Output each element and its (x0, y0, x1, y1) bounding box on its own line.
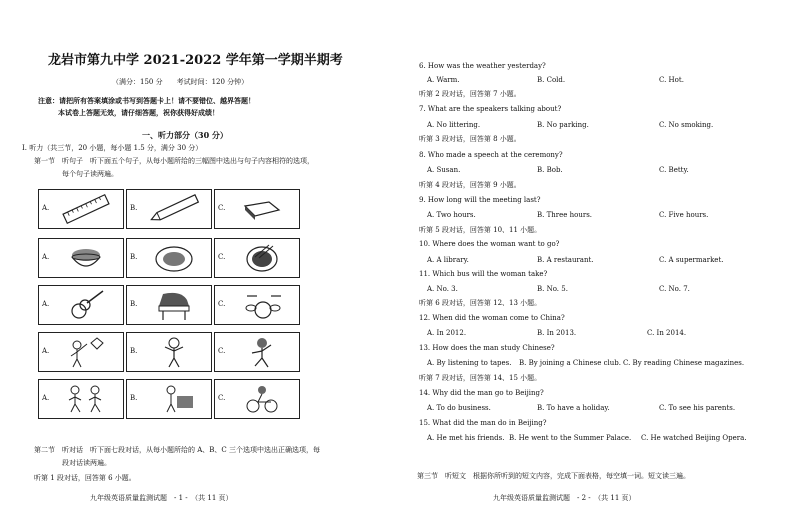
option-label: A. (42, 300, 50, 308)
notice-line-2: 本试卷上答题无效，请仔细答题，祝你获得好成绩！ (58, 108, 219, 117)
q3-option-b[interactable] (126, 285, 212, 325)
q8-option-a: A. Susan. (427, 166, 461, 174)
q11-option-a: A. No. 3. (427, 285, 458, 293)
dialog-1-instruction: 听第 1 段对话，回答第 6 小题。 (34, 474, 136, 482)
q6-option-c: C. Hot. (659, 76, 684, 84)
dialog-5-instruction: 听第 5 段对话，回答第 10、11 小题。 (419, 226, 542, 234)
person-at-table-icon (141, 382, 207, 416)
part2-instruction-1: 第二节 听对话 听下面七段对话，从每小题所给的 A、B、C 三个选项中选出正确选项，每 (34, 446, 321, 454)
rice-bowl-icon (53, 241, 119, 275)
pencil-icon (141, 192, 207, 226)
q9-option-b: B. Three hours. (537, 211, 593, 219)
dialog-4-instruction: 听第 4 段对话，回答第 9 小题。 (419, 181, 521, 189)
dumpling-plate-icon (141, 241, 207, 275)
notice-line-1: 注意：请把所有答案填涂或书写到答题卡上！请不要错位、越界答题！ (38, 96, 255, 105)
q7-option-b: B. No parking. (537, 121, 589, 129)
q9-stem: 9. How long will the meeting last? (419, 196, 541, 204)
drum-kit-icon (229, 288, 295, 322)
ruler-icon (53, 192, 119, 226)
noodle-bowl-icon (229, 241, 295, 275)
q4-option-b[interactable] (126, 332, 212, 372)
q7-option-a: A. No littering. (427, 121, 481, 129)
q15-option-b: B. He went to the Summer Palace. (509, 434, 632, 442)
option-label: B. (130, 253, 138, 261)
q12-option-b: B. In 2013. (537, 329, 577, 337)
person-waving-icon (141, 335, 207, 369)
q13-option-b: B. By joining a Chinese club. (519, 359, 621, 367)
right-page (397, 0, 794, 527)
q2-option-c[interactable] (214, 238, 300, 278)
q3-option-a[interactable] (38, 285, 124, 325)
q12-stem: 12. When did the woman come to China? (419, 314, 565, 322)
kite-flying-icon (53, 335, 119, 369)
guitar-icon (53, 288, 119, 322)
option-label: C. (218, 204, 226, 212)
q13-option-a: A. By listening to tapes. (427, 359, 512, 367)
section-heading: 一、听力部分（30 分） (142, 130, 228, 140)
q10-stem: 10. Where does the woman want to go? (419, 240, 560, 248)
dialog-3-instruction: 听第 3 段对话，回答第 8 小题。 (419, 135, 521, 143)
q4-option-a[interactable] (38, 332, 124, 372)
exam-subtitle: （满分：150 分 考试时间：120 分钟） (112, 78, 249, 86)
q2-option-a[interactable] (38, 238, 124, 278)
part1-instruction-1: 第一节 听句子 听下面五个句子，从每小题所给的三幅图中选出与句子内容相符的选项， (34, 157, 314, 165)
q14-stem: 14. Why did the man go to Beijing? (419, 389, 544, 397)
q8-stem: 8. Who made a speech at the ceremony? (419, 151, 563, 159)
q7-stem: 7. What are the speakers talking about? (419, 105, 562, 113)
page-footer-1: 九年级英语质量监测试题 - 1 - （共 11 页） (90, 494, 233, 502)
option-label: B. (130, 300, 138, 308)
q13-option-c: C. By reading Chinese magazines. (623, 359, 745, 367)
q7-option-c: C. No smoking. (659, 121, 714, 129)
option-label: A. (42, 253, 50, 261)
page-footer-2: 九年级英语质量监测试题 - 2 - （共 11 页） (493, 494, 636, 502)
dialog-6-instruction: 听第 6 段对话，回答第 12、13 小题。 (419, 299, 542, 307)
q5-option-c[interactable] (214, 379, 300, 419)
q6-option-a: A. Warm. (427, 76, 460, 84)
q8-option-c: C. Betty. (659, 166, 689, 174)
q10-option-b: B. A restaurant. (537, 256, 594, 264)
q11-stem: 11. Which bus will the woman take? (419, 270, 548, 278)
exam-title: 龙岩市第九中学 2021-2022 学年第一学期半期考 (48, 53, 343, 68)
part1-instruction-2: 每个句子读两遍。 (62, 170, 118, 178)
option-label: C. (218, 347, 226, 355)
q1-option-c[interactable] (214, 189, 300, 229)
q14-option-b: B. To have a holiday. (537, 404, 610, 412)
q9-option-a: A. Two hours. (427, 211, 476, 219)
person-dancing-icon (229, 335, 295, 369)
option-label: C. (218, 394, 226, 402)
dialog-7-instruction: 听第 7 段对话，回答第 14、15 小题。 (419, 374, 542, 382)
piano-icon (141, 288, 207, 322)
q4-option-c[interactable] (214, 332, 300, 372)
option-label: A. (42, 394, 50, 402)
part3-instruction: 第三节 听短文 根据你所听到的短文内容，完成下面表格，每空填一词。短文读三遍。 (417, 472, 690, 480)
q12-option-c: C. In 2014. (647, 329, 687, 337)
option-label: B. (130, 394, 138, 402)
q1-option-b[interactable] (126, 189, 212, 229)
listening-intro: I. 听力（共三节，20 小题，每小题 1.5 分，满分 30 分） (22, 144, 203, 152)
q15-option-a: A. He met his friends. (427, 434, 505, 442)
option-label: A. (42, 204, 50, 212)
option-label: C. (218, 300, 226, 308)
q15-option-c: C. He watched Beijing Opera. (641, 434, 747, 442)
option-label: B. (130, 204, 138, 212)
q10-option-c: C. A supermarket. (659, 256, 724, 264)
q5-option-a[interactable] (38, 379, 124, 419)
q6-option-b: B. Cold. (537, 76, 566, 84)
q14-option-c: C. To see his parents. (659, 404, 736, 412)
q6-stem: 6. How was the weather yesterday? (419, 62, 546, 70)
q3-option-c[interactable] (214, 285, 300, 325)
option-label: C. (218, 253, 226, 261)
q13-stem: 13. How does the man study Chinese? (419, 344, 555, 352)
q15-stem: 15. What did the man do in Beijing? (419, 419, 547, 427)
part2-instruction-2: 段对话读两遍。 (62, 459, 111, 467)
q10-option-a: A. A library. (427, 256, 469, 264)
q12-option-a: A. In 2012. (427, 329, 467, 337)
q1-option-a[interactable] (38, 189, 124, 229)
q11-option-b: B. No. 5. (537, 285, 568, 293)
option-label: A. (42, 347, 50, 355)
people-cycling-icon (229, 382, 295, 416)
q11-option-c: C. No. 7. (659, 285, 690, 293)
q2-option-b[interactable] (126, 238, 212, 278)
eraser-icon (229, 192, 295, 226)
dialog-2-instruction: 听第 2 段对话，回答第 7 小题。 (419, 90, 521, 98)
q5-option-b[interactable] (126, 379, 212, 419)
option-label: B. (130, 347, 138, 355)
q9-option-c: C. Five hours. (659, 211, 709, 219)
q14-option-a: A. To do business. (427, 404, 491, 412)
children-running-icon (53, 382, 119, 416)
q8-option-b: B. Bob. (537, 166, 563, 174)
